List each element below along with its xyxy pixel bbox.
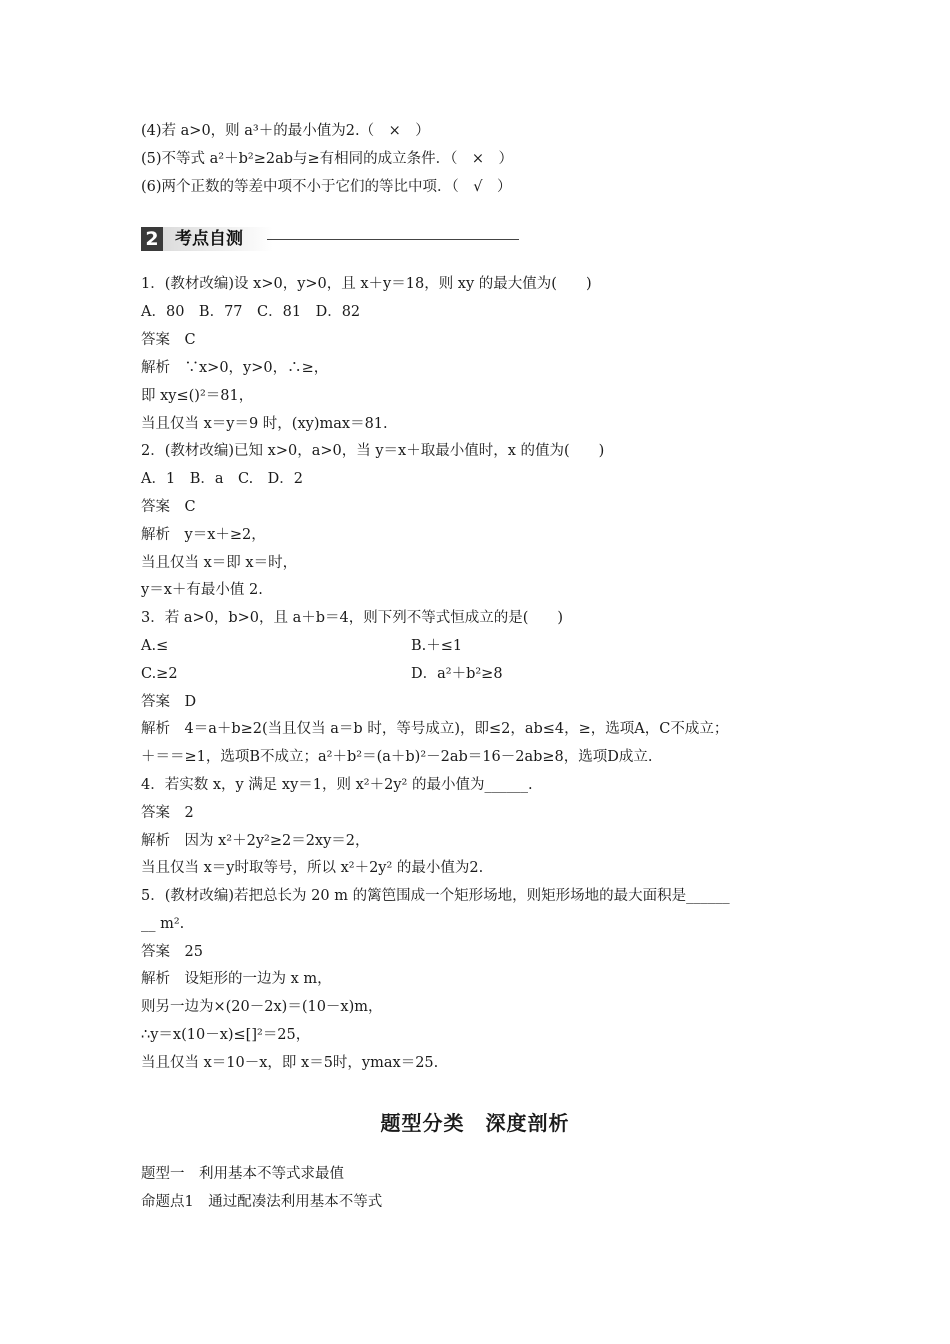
question-5-continued: __ m².	[141, 916, 185, 932]
question-1-analysis-line: 即 xy≤()²＝81，	[141, 388, 254, 404]
question-4-answer: 答案 2	[141, 805, 194, 821]
question-2-analysis-line: y＝x＋有最小值 2.	[141, 582, 263, 598]
question-1-analysis: 解析 ∵x>0，y>0，∴≥，	[141, 360, 329, 376]
question-1-answer: 答案 C	[141, 332, 196, 348]
topic-heading: 题型一 利用基本不等式求最值	[141, 1166, 344, 1182]
question-3-answer: 答案 D	[141, 694, 197, 710]
question-5-analysis: 解析 设矩形的一边为 x m，	[141, 971, 332, 987]
judgement-item-5: (5)不等式 a²＋b²≥2ab与≥有相同的成立条件．（ × ）	[141, 151, 514, 167]
question-2-answer: 答案 C	[141, 499, 196, 515]
question-3-option-c: C.≥2	[141, 666, 178, 682]
question-4: 4．若实数 x，y 满足 xy＝1，则 x²＋2y² 的最小值为______.	[141, 777, 533, 793]
question-3: 3．若 a>0，b>0，且 a＋b＝4，则下列不等式恒成立的是( )	[141, 610, 564, 626]
question-5-analysis-line: ∴y＝x(10－x)≤[]²＝25，	[141, 1027, 311, 1043]
question-3-analysis: 解析 4＝a＋b≥2(当且仅当 a＝b 时，等号成立)，即≤2，ab≤4，≥，选项A，C不成立；	[141, 721, 729, 737]
judgement-item-6: (6)两个正数的等差中项不小于它们的等比中项．（ √ ）	[141, 179, 512, 195]
section-title: 考点自测	[175, 229, 243, 249]
section-number-badge: 2	[141, 227, 163, 251]
section-divider	[267, 239, 519, 240]
chapter-heading: 题型分类 深度剖析	[380, 1111, 570, 1135]
question-5-analysis-line: 当且仅当 x＝10－x，即 x＝5时，ymax＝25.	[141, 1055, 439, 1071]
question-4-analysis-line: 当且仅当 x＝y时取等号，所以 x²＋2y² 的最小值为2.	[141, 860, 484, 876]
question-1-analysis-line: 当且仅当 x＝y＝9 时，(xy)max＝81.	[141, 416, 388, 432]
question-4-analysis: 解析 因为 x²＋2y²≥2＝2xy＝2，	[141, 833, 370, 849]
question-3-option-a: A.≤	[141, 638, 169, 654]
question-5-answer: 答案 25	[141, 944, 203, 960]
section-header	[141, 227, 521, 253]
question-2-analysis-line: 当且仅当 x＝即 x＝时，	[141, 555, 298, 571]
question-2-analysis: 解析 y＝x＋≥2，	[141, 527, 266, 543]
question-3-option-b: B.＋≤1	[411, 638, 463, 654]
question-5-analysis-line: 则另一边为×(20－2x)＝(10－x)m，	[141, 999, 383, 1015]
question-5: 5．(教材改编)若把总长为 20 m 的篱笆围成一个矩形场地，则矩形场地的最大面积是______	[141, 888, 730, 904]
question-1: 1．(教材改编)设 x>0，y>0，且 x＋y＝18，则 xy 的最大值为( )	[141, 276, 592, 292]
question-3-option-d: D．a²＋b²≥8	[411, 666, 503, 682]
question-3-analysis-line: ＋＝＝≥1，选项B不成立；a²＋b²＝(a＋b)²－2ab＝16－2ab≥8，选项D成立.	[141, 749, 653, 765]
question-2: 2．(教材改编)已知 x>0，a>0，当 y＝x＋取最小值时，x 的值为( )	[141, 443, 605, 459]
question-2-options: A．1 B．a C. D．2	[141, 471, 304, 487]
question-1-options: A．80 B．77 C．81 D．82	[141, 304, 361, 320]
subtopic-heading: 命题点1 通过配凑法利用基本不等式	[141, 1194, 383, 1210]
judgement-item-4: (4)若 a>0，则 a³＋的最小值为2.（ × ）	[141, 123, 430, 139]
